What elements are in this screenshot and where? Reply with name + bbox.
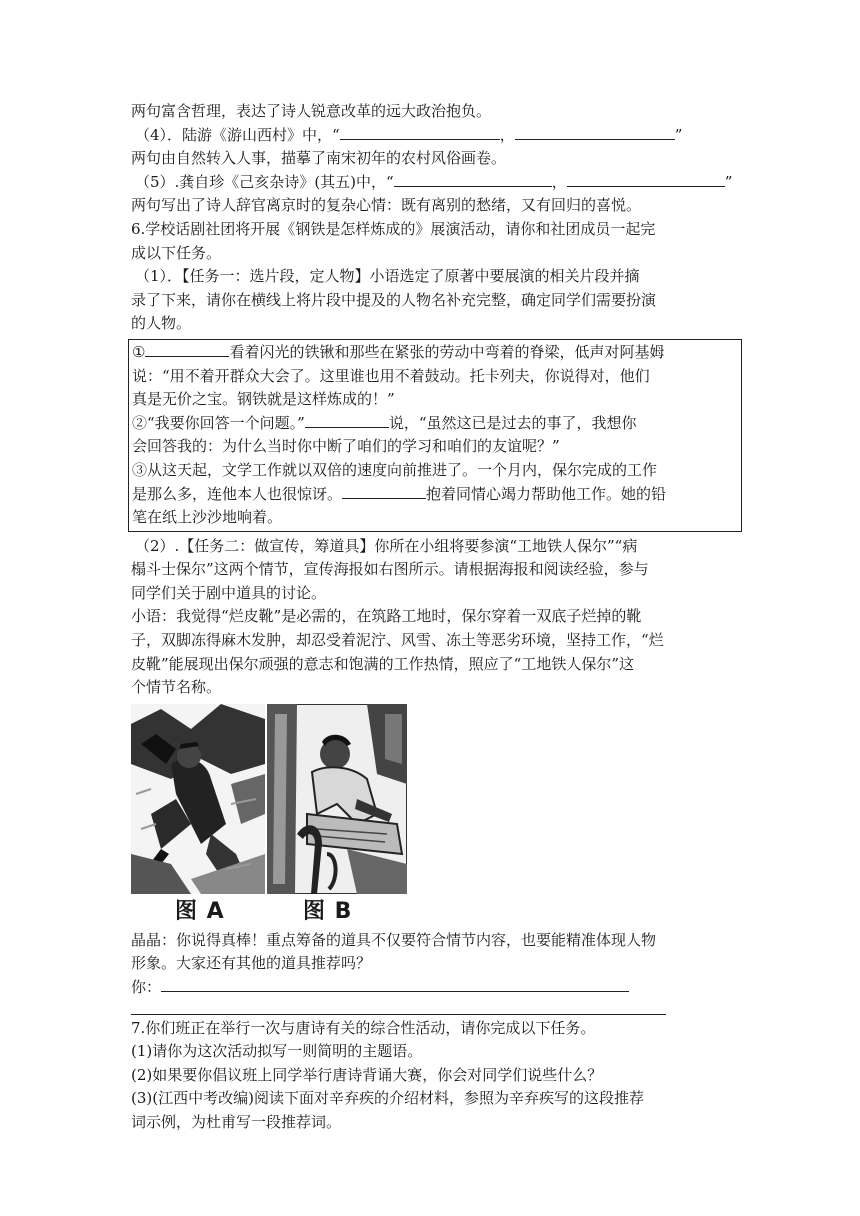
poster-figures: [131, 704, 741, 929]
text-line: 两句由自然转入人事，描摹了南宋初年的农村风俗画卷。: [131, 149, 507, 168]
text-line: (2)如果要你倡议班上同学举行唐诗背诵大赛，你会对同学们说些什么？: [131, 1065, 603, 1084]
question-5: （5）.龚自珍《己亥杂诗》(其五)中，“ ， ”: [135, 172, 733, 191]
dialogue-line: 皮靴”能展现出保尔顽强的意志和饱满的工作热情，照应了“工地铁人保尔”这: [131, 654, 635, 673]
excerpt-line: 是那么多，连他本人也很惊讶。 抱着同情心竭力帮助他工作。她的铅: [132, 484, 667, 503]
task-2: （2）.【任务二：做宣传，筹道具】你所在小组将要参演“工地铁人保尔”“病: [135, 536, 638, 555]
text-line: (1)请你为这次活动拟写一则简明的主题语。: [131, 1042, 423, 1061]
text-line: (3)(江西中考改编)阅读下面对辛弃疾的介绍材料，参照为辛弃疾写的这段推荐: [131, 1089, 644, 1108]
answer-line[interactable]: [131, 1000, 666, 1015]
excerpt-line: 真是无价之宝。钢铁就是这样炼成的！”: [132, 390, 395, 409]
text-line: 榻斗士保尔”这两个情节，宣传海报如右图所示。请根据海报和阅读经验，参与: [131, 560, 649, 579]
dialogue-line: 子，双脚冻得麻木发肿，却忍受着泥泞、风雪、冻土等恶劣环境，坚持工作，“烂: [131, 631, 664, 650]
character-blank[interactable]: [342, 484, 426, 499]
document-page: [131, 100, 741, 1135]
excerpt-line: ① 看着闪光的铁锹和那些在紧张的劳动中弯着的脊梁，低声对阿基姆: [132, 342, 665, 361]
character-blank[interactable]: [145, 342, 229, 357]
excerpt-box: [128, 339, 742, 532]
text-line: 成以下任务。: [131, 243, 222, 262]
dialogue-line: 个情节名称。: [131, 678, 222, 697]
text-line: 录了下来，请你在横线上将片段中提及的人物名补充完整，确定同学们需要扮演: [131, 290, 657, 309]
excerpt-line: 说：“用不着开群众大会了。这里谁也用不着鼓动。托卡列夫，你说得对，他们: [132, 366, 650, 385]
answer-blank[interactable]: [394, 172, 552, 187]
excerpt-line: 笔在纸上沙沙地响着。: [132, 508, 283, 527]
answer-blank[interactable]: [567, 172, 725, 187]
character-blank[interactable]: [305, 413, 389, 428]
task-1: （1）．【任务一：选片段，定人物】小语选定了原著中要展演的相关片段并摘: [135, 267, 640, 286]
excerpt-line: ③从这天起，文学工作就以双倍的速度向前推进了。一个月内，保尔完成的工作: [132, 460, 658, 479]
text-line: 词示例，为杜甫写一段推荐词。: [131, 1113, 342, 1131]
answer-line-row: 你：: [131, 976, 741, 1000]
figure-b-caption: 图 B: [303, 898, 353, 924]
dialogue-line: 形象。大家还有其他的道具推荐吗？: [131, 954, 372, 973]
question-7: 7.你们班正在举行一次与唐诗有关的综合性活动，请你完成以下任务。: [131, 1018, 596, 1037]
text-line: 同学们关于剧中道具的讨论。: [131, 583, 327, 602]
dialogue-line: 小语：我觉得“烂皮靴”是必需的，在筑路工地时，保尔穿着一双底子烂掉的靴: [131, 607, 642, 626]
answer-line[interactable]: [161, 977, 629, 992]
figure-b-image: [267, 704, 407, 894]
text-line: 两句写出了诗人辞官离京时的复杂心情：既有离别的愁绪，又有回归的喜悦。: [131, 196, 642, 215]
dialogue-line: 晶晶：你说得真棒！重点筹备的道具不仅要符合情节内容，也要能精准体现人物: [131, 930, 657, 949]
question-4: （4）．陆游《游山西村》中，“ ， ”: [135, 125, 683, 144]
excerpt-line: 会回答我的：为什么当时你中断了咱们的学习和咱们的友谊呢？”: [132, 437, 560, 456]
answer-blank[interactable]: [515, 125, 675, 140]
figure-a-image: [131, 704, 265, 894]
excerpt-line: ②“我要你回答一个问题。” 说，“虽然这已是过去的事了，我想你: [132, 413, 637, 432]
answer-blank[interactable]: [340, 125, 500, 140]
figure-a-caption: 图 A: [175, 898, 225, 924]
text-line: 的人物。: [131, 314, 192, 333]
text-line: 两句富含哲理，表达了诗人锐意改革的远大政治抱负。: [131, 102, 492, 120]
question-6: 6.学校话剧社团将开展《钢铁是怎样炼成的》展演活动，请你和社团成员一起完: [131, 219, 656, 238]
